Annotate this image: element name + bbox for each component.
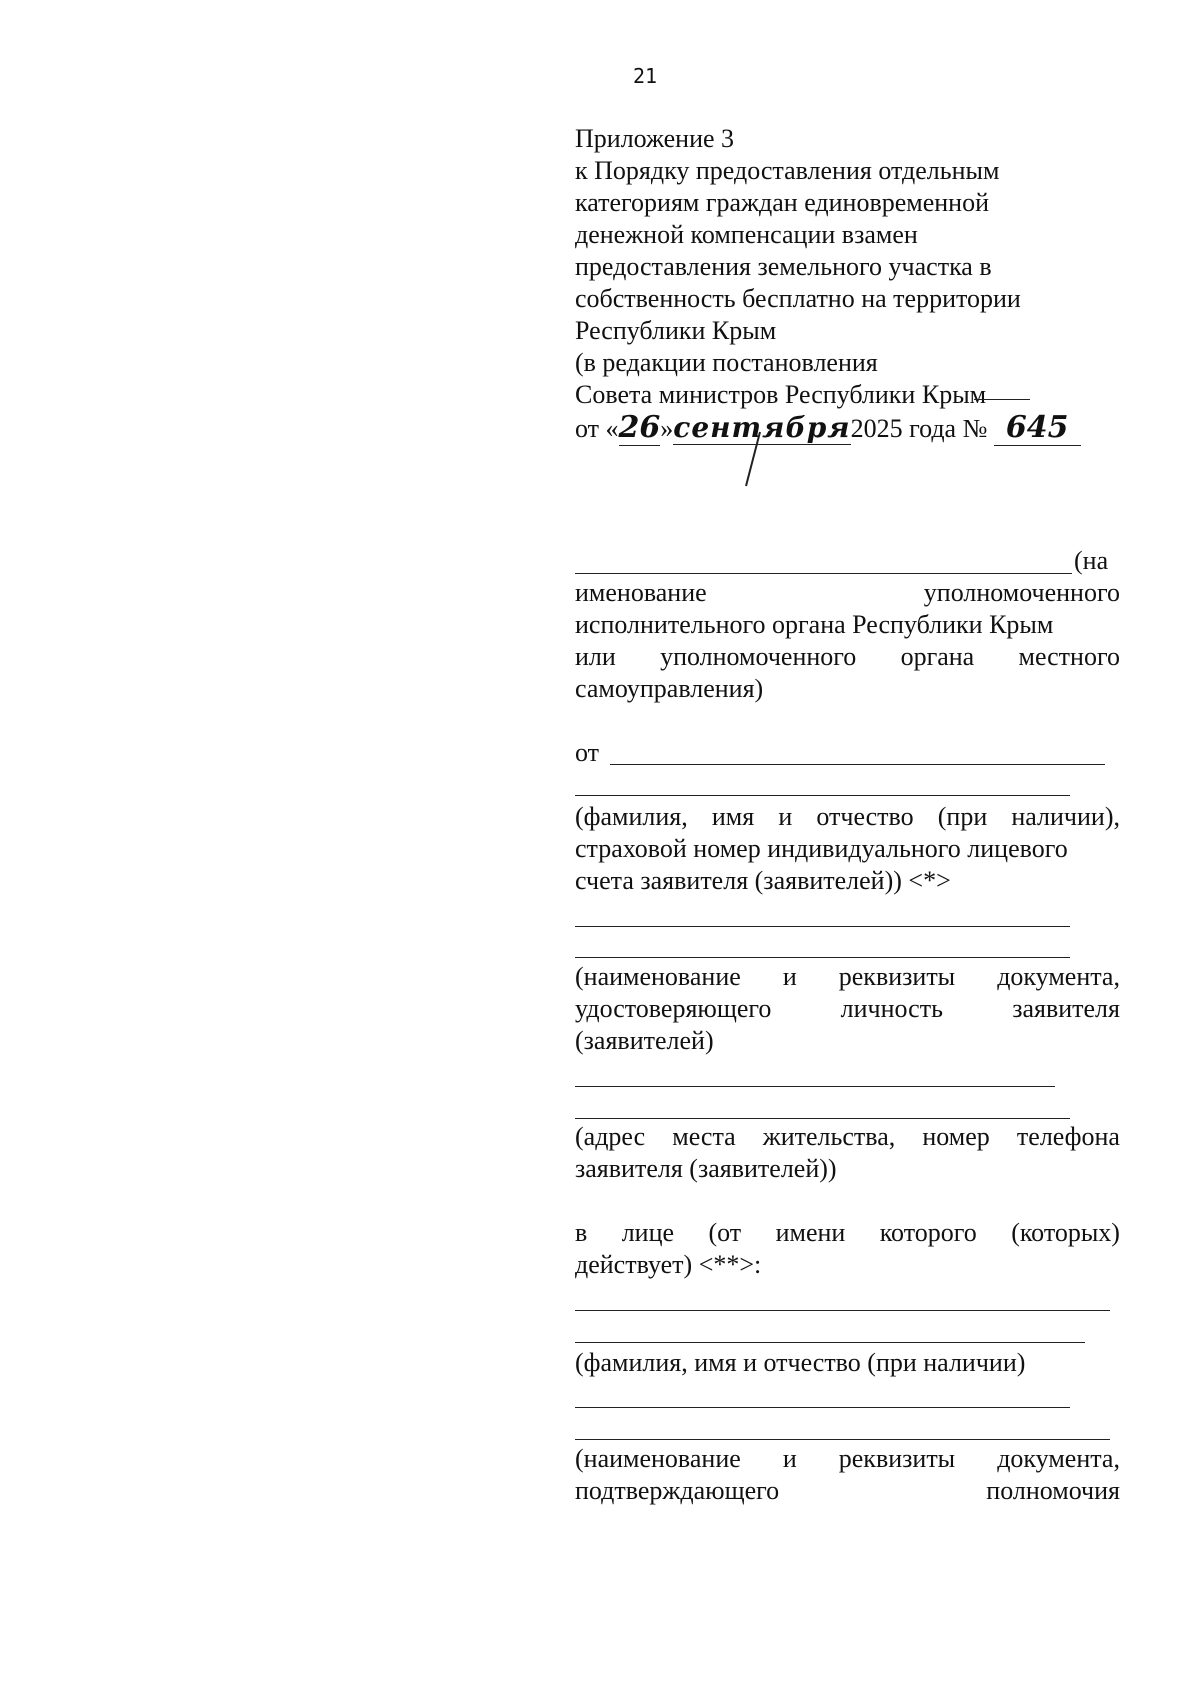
header-line: категориям граждан единовременной — [575, 188, 990, 217]
applicant-doc-field-2[interactable] — [575, 957, 1070, 958]
appendix-title: Приложение 3 — [575, 124, 735, 153]
header-line: Совета министров Республики Крым — [575, 380, 987, 409]
representative-intro: действует) <**>: — [575, 1250, 762, 1279]
header-line: предоставления земельного участка в — [575, 252, 992, 281]
applicant-name-caption: (фамилия, имя и отчество (при наличии), — [575, 802, 1120, 831]
addressee-caption-line: исполнительного органа Республики Крым — [575, 610, 1054, 639]
applicant-name-field-2[interactable] — [575, 795, 1070, 796]
addressee-caption-line: или уполномоченного органа местного — [575, 642, 1120, 671]
representative-name-field[interactable] — [575, 1310, 1110, 1311]
header-line: Республики Крым — [575, 316, 777, 345]
date-year: 2025 года № — [850, 414, 988, 443]
from-label: от — [575, 738, 600, 767]
handwritten-month: сентября — [673, 411, 851, 444]
representative-name-caption: (фамилия, имя и отчество (при наличии) — [575, 1348, 1026, 1377]
representative-doc-caption: подтверждающего полномочия — [575, 1476, 1120, 1505]
handwritten-doc-number: 645 — [994, 410, 1081, 446]
applicant-address-field[interactable] — [575, 1086, 1055, 1087]
addressee-caption-line: самоуправления) — [575, 674, 764, 703]
representative-intro: в лице (от имени которого (которых) — [575, 1218, 1120, 1247]
underline — [974, 399, 1030, 400]
handwritten-day: 26 — [618, 410, 661, 445]
representative-doc-field[interactable] — [575, 1407, 1070, 1408]
addressee-suffix: (на — [1074, 546, 1109, 575]
date-prefix: от « — [575, 414, 619, 443]
applicant-name-caption: счета заявителя (заявителей)) <*> — [575, 866, 951, 895]
applicant-name-field[interactable] — [610, 764, 1105, 765]
representative-name-field-2[interactable] — [575, 1342, 1085, 1343]
date-line — [575, 410, 1081, 445]
applicant-doc-caption: удостоверяющего личность заявителя — [575, 994, 1120, 1023]
addressee-caption-line: именование уполномоченного — [575, 578, 1120, 607]
applicant-address-caption: заявителя (заявителей)) — [575, 1154, 837, 1183]
applicant-name-caption: страховой номер индивидуального лицевого — [575, 834, 1068, 863]
page-number: 21 — [633, 64, 658, 88]
applicant-address-caption: (адрес места жительства, номер телефона — [575, 1122, 1120, 1151]
applicant-doc-field[interactable] — [575, 926, 1070, 927]
header-line: денежной компенсации взамен — [575, 220, 918, 249]
applicant-address-field-2[interactable] — [575, 1118, 1070, 1119]
applicant-doc-caption: (наименование и реквизиты документа, — [575, 962, 1120, 991]
representative-doc-field-2[interactable] — [575, 1439, 1110, 1440]
pen-stroke — [740, 430, 770, 490]
date-mid: » — [660, 414, 674, 443]
applicant-doc-caption: (заявителей) — [575, 1026, 714, 1055]
representative-doc-caption: (наименование и реквизиты документа, — [575, 1444, 1120, 1473]
header-line: к Порядку предоставления отдельным — [575, 156, 1000, 185]
addressee-field[interactable] — [575, 573, 1072, 574]
header-line: собственность бесплатно на территории — [575, 284, 1021, 313]
header-line: (в редакции постановления — [575, 348, 878, 377]
